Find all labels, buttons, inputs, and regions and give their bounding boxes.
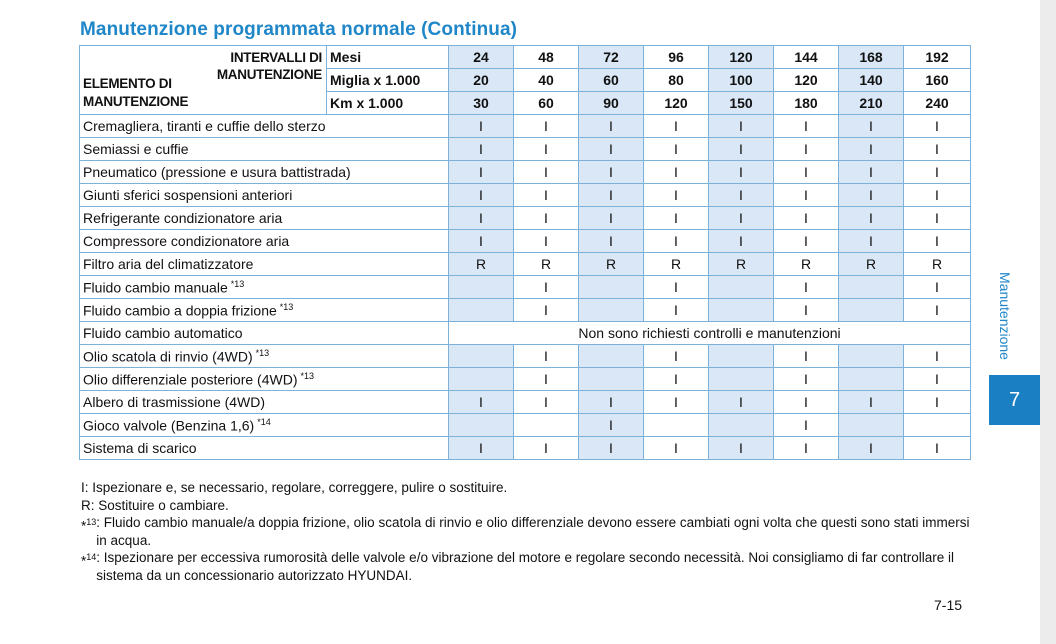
- schedule-cell: I: [904, 368, 971, 391]
- schedule-cell: [579, 299, 644, 322]
- footnote-marker: *13: [300, 370, 315, 381]
- table-row: [80, 115, 971, 138]
- schedule-cell: I: [774, 299, 839, 322]
- maintenance-item: [80, 414, 449, 437]
- header-corner: [80, 46, 327, 115]
- item-label: Sistema di scarico: [83, 440, 197, 456]
- interval-value: 48: [514, 46, 579, 69]
- schedule-cell: I: [904, 138, 971, 161]
- page-edge: [1040, 0, 1056, 644]
- schedule-cell: [579, 368, 644, 391]
- schedule-cell: [839, 276, 904, 299]
- schedule-cell: I: [774, 276, 839, 299]
- item-label: Refrigerante condizionatore aria: [83, 210, 283, 226]
- maintenance-item: [80, 345, 449, 368]
- schedule-cell: [839, 414, 904, 437]
- schedule-cell: I: [579, 207, 644, 230]
- maintenance-item: [80, 138, 449, 161]
- schedule-cell: R: [514, 253, 579, 276]
- schedule-cell: I: [449, 161, 514, 184]
- schedule-cell: I: [839, 161, 904, 184]
- schedule-cell: R: [774, 253, 839, 276]
- header-row: [80, 46, 971, 69]
- interval-unit-label: Miglia x 1.000: [327, 69, 449, 92]
- maintenance-item: [80, 437, 449, 460]
- schedule-cell: [709, 414, 774, 437]
- schedule-cell: I: [709, 207, 774, 230]
- item-label: Giunti sferici sospensioni anteriori: [83, 187, 293, 203]
- interval-value: 30: [449, 92, 514, 115]
- schedule-cell: I: [839, 437, 904, 460]
- table-row: [80, 161, 971, 184]
- schedule-cell: I: [449, 115, 514, 138]
- schedule-cell: I: [644, 368, 709, 391]
- schedule-cell: [449, 345, 514, 368]
- no-maintenance-note: Non sono richiesti controlli e manutenzioni: [449, 322, 971, 345]
- schedule-cell: I: [644, 138, 709, 161]
- interval-value: 168: [839, 46, 904, 69]
- legend-inspect: I: Ispezionare e, se necessario, regolare, correggere, pulire o sostituire.: [81, 480, 508, 495]
- interval-value: 120: [709, 46, 774, 69]
- interval-value: 60: [579, 69, 644, 92]
- maintenance-item: [80, 368, 449, 391]
- schedule-cell: I: [579, 437, 644, 460]
- section-side-label: Manutenzione: [997, 272, 1013, 360]
- schedule-cell: I: [904, 276, 971, 299]
- interval-value: 90: [579, 92, 644, 115]
- table-row: [80, 299, 971, 322]
- schedule-cell: [709, 345, 774, 368]
- schedule-cell: [904, 414, 971, 437]
- item-label: Fluido cambio manuale: [83, 279, 228, 296]
- legend-notes: [81, 479, 971, 584]
- table-row: [80, 253, 971, 276]
- schedule-cell: I: [904, 437, 971, 460]
- schedule-cell: I: [774, 115, 839, 138]
- item-label: Gioco valvole (Benzina 1,6): [83, 417, 255, 434]
- table-row: [80, 184, 971, 207]
- schedule-cell: I: [904, 184, 971, 207]
- schedule-cell: [514, 414, 579, 437]
- maintenance-item: [80, 115, 449, 138]
- schedule-cell: I: [709, 161, 774, 184]
- schedule-cell: [449, 368, 514, 391]
- maintenance-item: [80, 299, 449, 322]
- schedule-cell: [709, 368, 774, 391]
- schedule-cell: I: [904, 391, 971, 414]
- interval-value: 240: [904, 92, 971, 115]
- page-title: Manutenzione programmata normale (Continua): [80, 19, 518, 40]
- schedule-cell: I: [449, 391, 514, 414]
- item-label: Semiassi e cuffie: [83, 141, 189, 157]
- schedule-cell: I: [579, 184, 644, 207]
- schedule-cell: I: [774, 391, 839, 414]
- maintenance-item: [80, 276, 449, 299]
- schedule-cell: I: [709, 391, 774, 414]
- interval-value: 180: [774, 92, 839, 115]
- interval-value: 24: [449, 46, 514, 69]
- item-label: Filtro aria del climatizzatore: [83, 256, 254, 272]
- footnote-marker: *14: [257, 416, 271, 427]
- interval-unit-label: Mesi: [327, 46, 449, 69]
- schedule-cell: [449, 276, 514, 299]
- schedule-cell: I: [904, 115, 971, 138]
- schedule-cell: R: [579, 253, 644, 276]
- page-number: 7-15: [934, 597, 963, 613]
- schedule-cell: I: [774, 414, 839, 437]
- footnote-14: *$^{14}$ : Ispezionare per eccessiva rumorosità delle valvole e/o vibrazione del motore e regolare secondo necessità. Noi consigliamo di far controllare il sistema da un concessionario autorizzato HYUNDAI.: [81, 549, 971, 584]
- schedule-cell: I: [644, 345, 709, 368]
- schedule-cell: R: [449, 253, 514, 276]
- schedule-cell: [839, 368, 904, 391]
- maintenance-item: [80, 230, 449, 253]
- interval-value: 144: [774, 46, 839, 69]
- legend-replace: R: Sostituire o cambiare.: [81, 497, 229, 513]
- interval-value: 40: [514, 69, 579, 92]
- table-row: [80, 230, 971, 253]
- maintenance-item: [80, 184, 449, 207]
- interval-value: 60: [514, 92, 579, 115]
- maintenance-item: [80, 322, 449, 345]
- table-row: [80, 207, 971, 230]
- schedule-cell: I: [449, 184, 514, 207]
- interval-value: 160: [904, 69, 971, 92]
- schedule-cell: I: [644, 437, 709, 460]
- schedule-cell: I: [839, 207, 904, 230]
- interval-value: 120: [774, 69, 839, 92]
- schedule-cell: I: [514, 230, 579, 253]
- schedule-cell: I: [774, 230, 839, 253]
- schedule-cell: I: [644, 184, 709, 207]
- schedule-cell: I: [774, 138, 839, 161]
- schedule-cell: I: [774, 161, 839, 184]
- item-label: Fluido cambio a doppia frizione: [83, 302, 277, 319]
- section-tab[interactable]: 7: [989, 375, 1040, 425]
- table-row: [80, 437, 971, 460]
- schedule-cell: I: [579, 138, 644, 161]
- schedule-cell: [579, 345, 644, 368]
- table-row: [80, 138, 971, 161]
- schedule-cell: I: [644, 161, 709, 184]
- schedule-cell: [579, 276, 644, 299]
- schedule-cell: I: [904, 161, 971, 184]
- schedule-cell: I: [514, 276, 579, 299]
- schedule-cell: I: [514, 161, 579, 184]
- schedule-cell: I: [709, 184, 774, 207]
- schedule-cell: I: [514, 368, 579, 391]
- schedule-cell: I: [514, 184, 579, 207]
- item-label: Pneumatico (pressione e usura battistrada): [83, 164, 351, 180]
- footnote-13-text: : Fluido cambio manuale/a doppia frizione, olio scatola di rinvio e olio differenziale devono essere cambiati ogni volta che questi sono stati immersi in acqua.: [96, 515, 970, 548]
- schedule-cell: I: [709, 437, 774, 460]
- schedule-cell: I: [579, 115, 644, 138]
- table-row: [80, 322, 971, 345]
- schedule-cell: [709, 299, 774, 322]
- footnote-marker: *13: [255, 347, 270, 358]
- maintenance-item: [80, 161, 449, 184]
- schedule-cell: I: [579, 391, 644, 414]
- schedule-cell: I: [644, 207, 709, 230]
- footnote-13: *$^{13}$ : Fluido cambio manuale/a doppia frizione, olio scatola di rinvio e olio differenziale devono essere cambiati ogni volta che questi sono stati immersi in acqua.: [81, 515, 970, 548]
- schedule-cell: I: [514, 391, 579, 414]
- schedule-cell: [449, 299, 514, 322]
- schedule-cell: I: [774, 184, 839, 207]
- schedule-cell: I: [709, 115, 774, 138]
- table-row: [80, 345, 971, 368]
- table-row: [80, 276, 971, 299]
- item-label: Cremagliera, tiranti e cuffie dello sterzo: [83, 118, 326, 134]
- interval-value: 140: [839, 69, 904, 92]
- schedule-cell: I: [579, 161, 644, 184]
- schedule-cell: [839, 299, 904, 322]
- schedule-cell: [839, 345, 904, 368]
- interval-value: 120: [644, 92, 709, 115]
- interval-value: 96: [644, 46, 709, 69]
- schedule-cell: I: [644, 276, 709, 299]
- schedule-cell: R: [839, 253, 904, 276]
- schedule-cell: I: [709, 138, 774, 161]
- interval-value: 72: [579, 46, 644, 69]
- schedule-cell: I: [579, 414, 644, 437]
- schedule-cell: I: [579, 230, 644, 253]
- footnote-14-text: : Ispezionare per eccessiva rumorosità delle valvole e/o vibrazione del motore e regolare secondo necessità. Noi consigliamo di far controllare il sistema da un concessionario autorizzato HYUNDAI.: [96, 550, 954, 583]
- schedule-cell: I: [644, 391, 709, 414]
- footnote-marker: *13: [279, 301, 294, 312]
- footnote-marker: *13: [230, 278, 245, 289]
- schedule-cell: I: [449, 207, 514, 230]
- schedule-cell: R: [644, 253, 709, 276]
- schedule-cell: I: [904, 230, 971, 253]
- schedule-cell: [644, 414, 709, 437]
- interval-value: 20: [449, 69, 514, 92]
- element-label: ELEMENTO DI MANUTENZIONE: [83, 76, 189, 109]
- schedule-cell: I: [839, 184, 904, 207]
- item-label: Fluido cambio automatico: [83, 325, 243, 341]
- table-row: [80, 391, 971, 414]
- maintenance-item: [80, 391, 449, 414]
- schedule-cell: I: [514, 115, 579, 138]
- table-row: [80, 414, 971, 437]
- schedule-cell: I: [904, 299, 971, 322]
- interval-value: 192: [904, 46, 971, 69]
- interval-value: 80: [644, 69, 709, 92]
- schedule-cell: I: [774, 207, 839, 230]
- schedule-cell: I: [774, 345, 839, 368]
- maintenance-item: [80, 253, 449, 276]
- schedule-cell: I: [774, 437, 839, 460]
- schedule-cell: I: [709, 230, 774, 253]
- schedule-cell: I: [449, 138, 514, 161]
- item-label: Olio differenziale posteriore (4WD): [83, 371, 298, 388]
- schedule-cell: I: [514, 207, 579, 230]
- schedule-cell: I: [839, 230, 904, 253]
- schedule-cell: I: [449, 437, 514, 460]
- schedule-cell: I: [904, 345, 971, 368]
- item-label: Albero di trasmissione (4WD): [83, 394, 266, 410]
- item-label: Olio scatola di rinvio (4WD): [83, 348, 253, 365]
- schedule-cell: I: [644, 299, 709, 322]
- schedule-cell: I: [839, 138, 904, 161]
- schedule-cell: R: [904, 253, 971, 276]
- schedule-cell: I: [839, 391, 904, 414]
- schedule-cell: I: [904, 207, 971, 230]
- table-row: [80, 368, 971, 391]
- interval-value: 150: [709, 92, 774, 115]
- schedule-cell: I: [514, 138, 579, 161]
- maintenance-table: [79, 45, 971, 460]
- item-label: Compressore condizionatore aria: [83, 233, 290, 249]
- schedule-cell: R: [709, 253, 774, 276]
- intervals-label: INTERVALLI DI MANUTENZIONE: [216, 50, 322, 82]
- maintenance-item: [80, 207, 449, 230]
- interval-value: 100: [709, 69, 774, 92]
- interval-unit-label: Km x 1.000: [327, 92, 449, 115]
- schedule-cell: I: [514, 437, 579, 460]
- schedule-cell: I: [514, 345, 579, 368]
- schedule-cell: [449, 414, 514, 437]
- schedule-cell: I: [774, 368, 839, 391]
- schedule-cell: I: [449, 230, 514, 253]
- schedule-cell: I: [514, 299, 579, 322]
- schedule-cell: I: [644, 115, 709, 138]
- schedule-cell: I: [839, 115, 904, 138]
- interval-value: 210: [839, 92, 904, 115]
- schedule-cell: I: [644, 230, 709, 253]
- schedule-cell: [709, 276, 774, 299]
